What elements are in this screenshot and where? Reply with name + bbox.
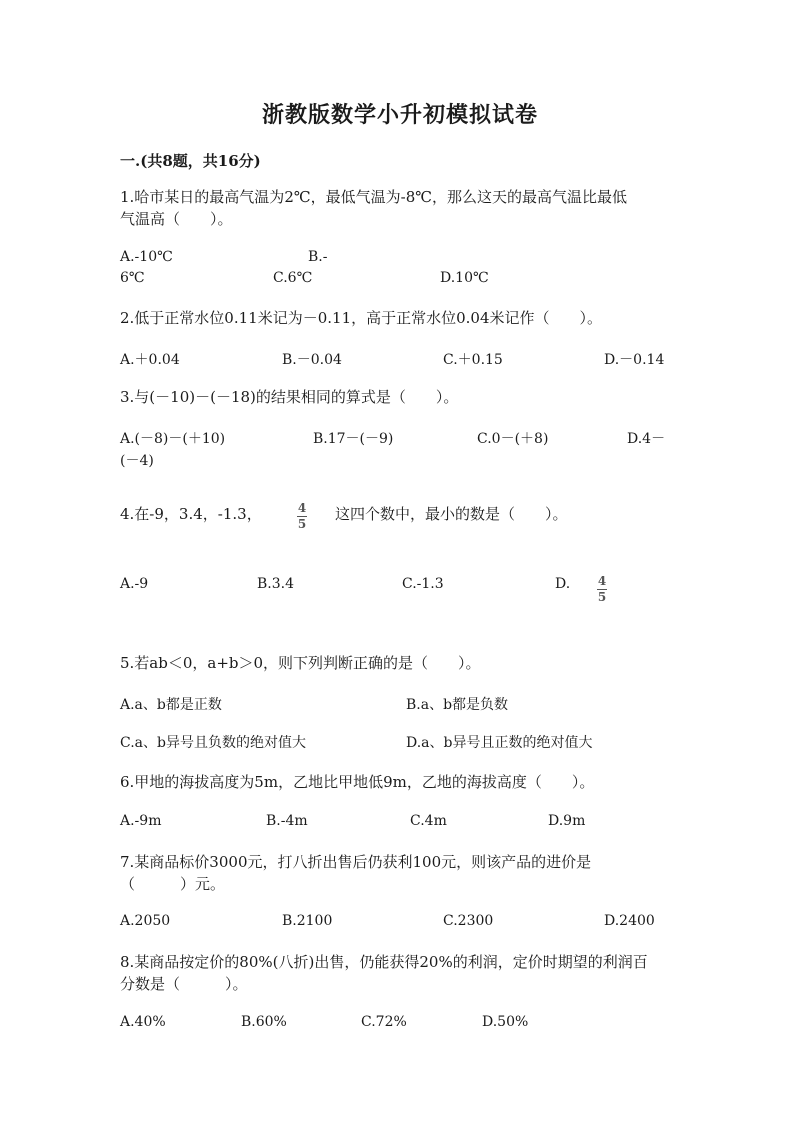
question-4-stem-end: 这四个数中，最小的数是（ ）。 bbox=[335, 505, 568, 523]
question-4-fraction bbox=[297, 497, 307, 531]
question-4-option-b[interactable]: B.3.4 bbox=[257, 576, 295, 592]
question-6-option-a[interactable]: A.-9m bbox=[120, 813, 162, 829]
question-1-stem-line2: 气温高（ ）。 bbox=[120, 210, 233, 228]
question-8-stem-line1: 8.某商品按定价的80%(八折)出售，仍能获得20%的利润，定价时期望的利润百 bbox=[120, 953, 648, 971]
question-7-option-b[interactable]: B.2100 bbox=[282, 913, 333, 929]
question-6-option-b[interactable]: B.-4m bbox=[266, 813, 308, 829]
question-7-stem-line2: （ ）元。 bbox=[120, 875, 226, 893]
fraction-denominator: 5 bbox=[597, 590, 607, 604]
question-4-stem-start: 4.在-9，3.4，-1.3， bbox=[120, 505, 262, 523]
question-8-stem-line2: 分数是（ ）。 bbox=[120, 975, 248, 993]
page-title: 浙教版数学小升初模拟试卷 bbox=[261, 102, 538, 128]
question-4-option-d-fraction bbox=[597, 570, 607, 604]
question-2-option-d[interactable]: D.－0.14 bbox=[604, 352, 665, 368]
question-3-option-a[interactable]: A.(－8)－(＋10) bbox=[120, 431, 226, 447]
question-7-option-c[interactable]: C.2300 bbox=[443, 913, 494, 929]
question-7-stem-line1: 7.某商品标价3000元，打八折出售后仍获利100元，则该产品的进价是 bbox=[120, 853, 592, 871]
question-3-option-c[interactable]: C.0－(＋8) bbox=[477, 431, 549, 447]
question-8-option-c[interactable]: C.72% bbox=[361, 1014, 407, 1030]
question-3-option-d-cont: (－4) bbox=[120, 453, 154, 469]
question-5-option-b[interactable]: B.a、b都是负数 bbox=[406, 697, 509, 713]
question-4-option-d[interactable]: D. bbox=[555, 576, 571, 592]
question-5-stem: 5.若ab＜0，a+b＞0，则下列判断正确的是（ ）。 bbox=[120, 654, 481, 672]
question-5-option-d[interactable]: D.a、b异号且正数的绝对值大 bbox=[406, 735, 593, 751]
question-2-option-a[interactable]: A.＋0.04 bbox=[120, 352, 180, 368]
question-4-option-a[interactable]: A.-9 bbox=[120, 576, 149, 592]
question-2-option-c[interactable]: C.＋0.15 bbox=[443, 352, 503, 368]
question-3-option-b[interactable]: B.17－(－9) bbox=[313, 431, 394, 447]
question-6-stem: 6.甲地的海拔高度为5m，乙地比甲地低9m，乙地的海拔高度（ ）。 bbox=[120, 773, 595, 791]
question-6-option-d[interactable]: D.9m bbox=[548, 813, 586, 829]
question-2-option-b[interactable]: B.－0.04 bbox=[282, 352, 342, 368]
question-1-stem-line1: 1.哈市某日的最高气温为2℃，最低气温为-8℃，那么这天的最高气温比最低 bbox=[120, 188, 628, 206]
question-1-option-a[interactable]: A.-10℃ bbox=[120, 249, 173, 265]
question-8-option-d[interactable]: D.50% bbox=[482, 1014, 529, 1030]
question-7-option-a[interactable]: A.2050 bbox=[120, 913, 171, 929]
question-1-option-d[interactable]: D.10℃ bbox=[440, 270, 489, 286]
question-3-stem: 3.与(－10)－(－18)的结果相同的算式是（ ）。 bbox=[120, 388, 459, 406]
question-6-option-c[interactable]: C.4m bbox=[410, 813, 447, 829]
fraction-numerator: 4 bbox=[597, 574, 607, 588]
question-5-option-a[interactable]: A.a、b都是正数 bbox=[120, 697, 222, 713]
question-2-stem: 2.低于正常水位0.11米记为－0.11，高于正常水位0.04米记作（ ）。 bbox=[120, 309, 603, 327]
question-1-option-c[interactable]: C.6℃ bbox=[273, 270, 313, 286]
question-7-option-d[interactable]: D.2400 bbox=[604, 913, 655, 929]
question-1-option-b[interactable]: B.- bbox=[308, 249, 328, 265]
question-4-option-c[interactable]: C.-1.3 bbox=[402, 576, 444, 592]
fraction-numerator: 4 bbox=[297, 501, 307, 515]
section-heading: 一.(共8题，共16分) bbox=[120, 152, 261, 170]
fraction-denominator: 5 bbox=[297, 517, 307, 531]
question-8-option-b[interactable]: B.60% bbox=[241, 1014, 287, 1030]
question-1-option-b-cont: 6℃ bbox=[120, 270, 145, 286]
question-3-option-d[interactable]: D.4－ bbox=[627, 431, 666, 447]
question-5-option-c[interactable]: C.a、b异号且负数的绝对值大 bbox=[120, 735, 306, 751]
question-8-option-a[interactable]: A.40% bbox=[120, 1014, 166, 1030]
